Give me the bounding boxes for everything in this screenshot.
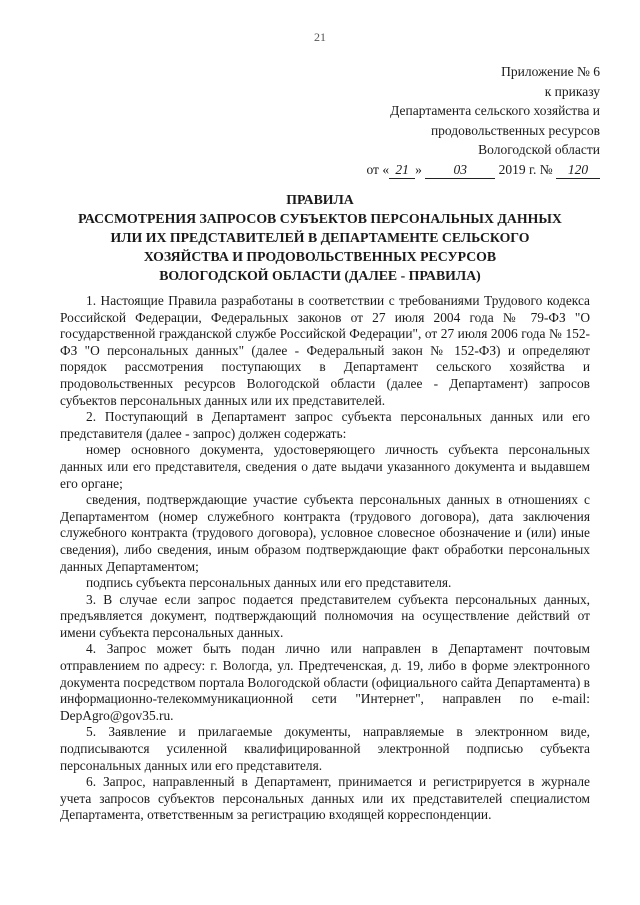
paragraph-4: 4. Запрос может быть подан лично или направлен в Департамент почтовым отправлением по адресу: г. Вологда, ул. Предтеченская, д. 19, либо в форме электронного документа посредством портала Вологодской области (официального сайта Департамента) в информационно-телекоммуникационной сети "Интернет", направлен по e-mail: DepAgro@gov35.ru. <box>60 641 590 723</box>
document-body <box>60 293 590 824</box>
handwritten-order-number: 120 <box>556 162 600 179</box>
title-line: ИЛИ ИХ ПРЕДСТАВИТЕЛЕЙ В ДЕПАРТАМЕНТЕ СЕЛЬСКОГО <box>110 230 530 245</box>
title-line: ВОЛОГОДСКОЙ ОБЛАСТИ (ДАЛЕЕ - ПРАВИЛА) <box>159 268 481 283</box>
paragraph-1: 1. Настоящие Правила разработаны в соответствии с требованиями Трудового кодекса Российской Федерации, Федеральных законов от 27 июля 2004 года № 79-ФЗ "О государственной гражданской службе Российской Федерации", от 27 июля 2006 года № 152-ФЗ "О персональных данных" (далее - Федеральный закон № 152-ФЗ) и определяют порядок рассмотрения поступающих в Департамент сельского хозяйства и продовольственных ресурсов Вологодской области (далее - Департамент) запросов субъектов персональных данных или их представителей. <box>60 293 590 408</box>
handwritten-month: 03 <box>425 162 495 179</box>
order-date-line <box>300 160 600 180</box>
paragraph-6: 6. Запрос, направленный в Департамент, принимается и регистрируется в журнале учета запросов субъектов персональных данных или их представителей специалистом Департамента, ответственным за регистрацию входящей корреспонденции. <box>60 774 590 823</box>
annex-line: Вологодской области <box>478 142 600 157</box>
annex-header <box>300 62 600 179</box>
annex-line: к приказу <box>544 83 600 99</box>
paragraph-2-item-3: подпись субъекта персональных данных или его представителя. <box>86 575 452 591</box>
year-text: 2019 г. № <box>498 161 553 177</box>
date-mid: » <box>415 161 422 177</box>
annex-line: Департамента сельского хозяйства и <box>390 103 600 118</box>
paragraph-2-item-2: сведения, подтверждающие участие субъекта персональных данных в отношениях с Департаментом (номер служебного контракта (трудового договора), дата заключения служебного контракта (трудового договора), условное словесное обозначение и (или) иные сведения), либо сведения, иным образом подтверждающие факт обработки персональных данных Департаментом; <box>60 492 590 574</box>
handwritten-day: 21 <box>389 162 415 179</box>
annex-line: продовольственных ресурсов <box>430 122 600 138</box>
annex-line: Приложение № 6 <box>501 64 600 79</box>
page-number: 21 <box>314 30 326 44</box>
title-line: ПРАВИЛА <box>286 192 354 207</box>
title-line: ХОЗЯЙСТВА И ПРОДОВОЛЬСТВЕННЫХ РЕСУРСОВ <box>143 249 497 264</box>
paragraph-5: 5. Заявление и прилагаемые документы, направляемые в электронном виде, подписываются усиленной квалифицированной электронной подписью субъекта персональных данных или его представителя. <box>60 724 590 773</box>
date-prefix: от « <box>366 161 390 177</box>
paragraph-2: 2. Поступающий в Департамент запрос субъекта персональных данных или его представителя (далее - запрос) должен содержать: <box>60 409 590 441</box>
document-title <box>50 190 590 285</box>
paragraph-2-item-1: номер основного документа, удостоверяющего личность субъекта персональных данных или его представителя, сведения о дате выдачи указанного документа и выдавшем его органе; <box>60 442 590 491</box>
title-line: РАССМОТРЕНИЯ ЗАПРОСОВ СУБЪЕКТОВ ПЕРСОНАЛЬНЫХ ДАННЫХ <box>78 211 562 226</box>
paragraph-3: 3. В случае если запрос подается представителем субъекта персональных данных, предъявляется документ, подтверждающий полномочия на осуществление действий от имени субъекта персональных данных. <box>60 591 590 640</box>
